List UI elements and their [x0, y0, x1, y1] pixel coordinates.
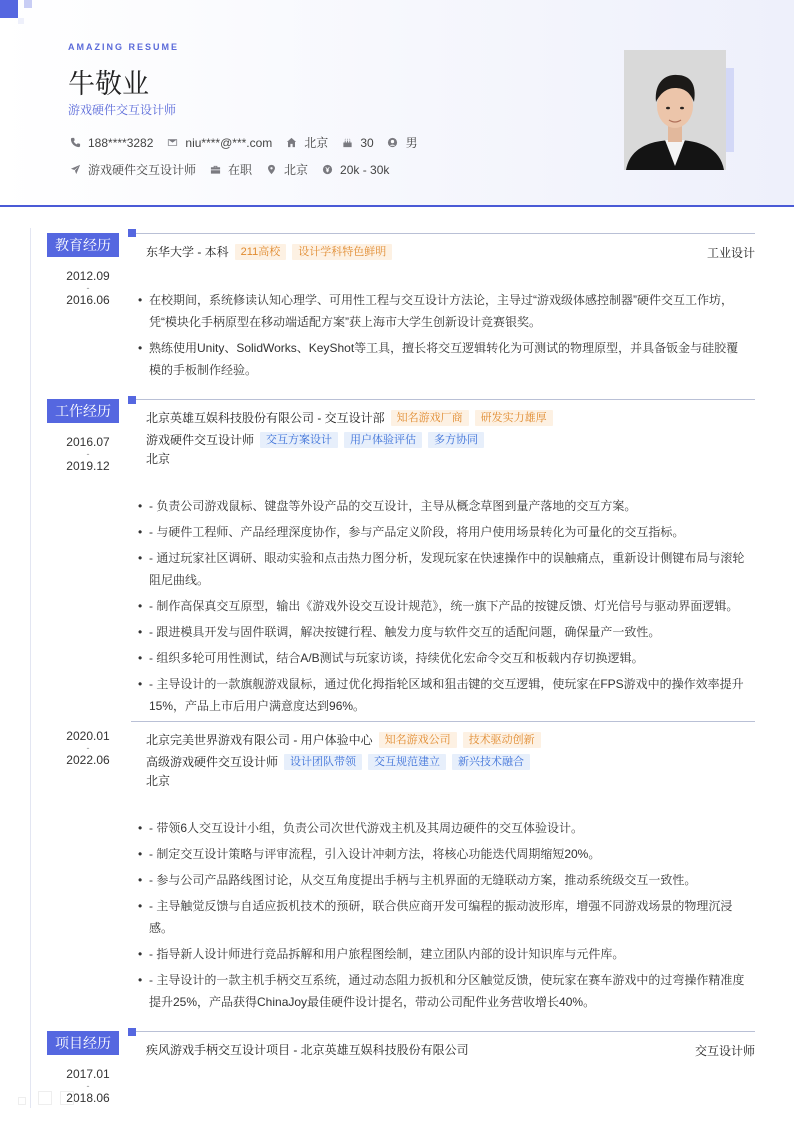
- school-tag: 设计学科特色鲜明: [292, 244, 392, 260]
- job-dates: 2016.07 - 2019.12: [58, 436, 118, 472]
- education-dates: 2012.09 - 2016.06: [58, 270, 118, 306]
- section-rule: [136, 399, 755, 400]
- job-heading: [146, 409, 553, 426]
- salary-text: 20k - 30k: [340, 162, 390, 177]
- candidate-title: 游戏硬件交互设计师: [68, 103, 177, 117]
- intent-position-text: 游戏硬件交互设计师: [88, 163, 197, 177]
- tagline: AMAZING RESUME: [68, 42, 179, 52]
- send-icon: [68, 163, 82, 177]
- location-icon: [264, 163, 278, 177]
- job-end: 2022.06: [66, 753, 110, 767]
- phone-icon: [68, 136, 82, 150]
- home-text: 北京: [304, 136, 329, 150]
- job-role-line: [146, 431, 484, 448]
- phone-item: [68, 136, 153, 150]
- company-line: 北京完美世界游戏有限公司 - 用户体验中心: [146, 733, 373, 747]
- list-item: • - 带领6人交互设计小组，负责公司次世代游戏主机及其周边硬件的交互体验设计。: [138, 817, 748, 839]
- candidate-name: 牛敬业: [68, 69, 149, 99]
- decor-square: [18, 18, 24, 24]
- role-tag: 用户体验评估: [344, 432, 422, 448]
- project-dates: 2017.01 - 2018.06: [58, 1068, 118, 1104]
- resume-header: [0, 0, 794, 207]
- salary-item: [320, 163, 389, 177]
- job-start: 2020.01: [66, 729, 110, 743]
- job-intent-row: [68, 161, 401, 178]
- age-item: [340, 136, 373, 150]
- company-tag: 知名游戏厂商: [391, 410, 469, 426]
- decor-square: [24, 0, 32, 8]
- decor-square: [38, 1091, 52, 1105]
- project-end: 2018.06: [66, 1091, 110, 1105]
- job-role-line: [146, 753, 530, 770]
- home-item: [284, 134, 328, 151]
- section-title-projects: 项目经历: [47, 1031, 119, 1055]
- intent-city-text: 北京: [284, 163, 309, 177]
- list-item: • - 组织多轮可用性测试，结合A/B测试与玩家访谈，持续优化宏命令交互和板载内存切换逻辑。: [138, 647, 748, 669]
- job-end: 2019.12: [66, 459, 110, 473]
- gender-text: 男: [405, 136, 418, 150]
- email-text: niu****@***.com: [185, 135, 273, 150]
- list-item: • - 主导触觉反馈与自适应扳机技术的预研，联合供应商开发可编程的振动波形库，增强不同游戏场景的物理沉浸感。: [138, 895, 748, 939]
- education-heading: [146, 243, 392, 260]
- briefcase-icon: [208, 163, 222, 177]
- list-item: • 熟练使用Unity、SolidWorks、KeyShot等工具，擅长将交互逻辑转化为可测试的物理原型，并具备钣金与硅胶覆模的手板制作经验。: [138, 337, 748, 381]
- job-role: 高级游戏硬件交互设计师: [146, 755, 279, 769]
- entry-divider: [131, 721, 755, 722]
- company-line: 北京英雄互娱科技股份有限公司 - 交互设计部: [146, 411, 385, 425]
- education-bullets: [138, 289, 748, 385]
- role-tag: 交互方案设计: [260, 432, 338, 448]
- list-item: • - 制作高保真交互原型，输出《游戏外设交互设计规范》，统一旗下产品的按键反馈、灯光信号与驱动界面逻辑。: [138, 595, 748, 617]
- role-tag: 交互规范建立: [368, 754, 446, 770]
- intent-position-item: [68, 161, 196, 178]
- job-location: 北京: [146, 774, 171, 788]
- decor-square: [60, 1091, 74, 1105]
- school-tag: 211高校: [235, 244, 287, 260]
- list-item: • - 负责公司游戏鼠标、键盘等外设产品的交互设计，主导从概念草图到量产落地的交互方案。: [138, 495, 748, 517]
- email-item: [165, 136, 272, 150]
- school-line: 东华大学 - 本科: [146, 245, 229, 259]
- contact-row: [68, 134, 430, 151]
- list-item: • - 主导设计的一款旗舰游戏鼠标，通过优化拇指轮区域和狙击键的交互逻辑，使玩家在FPS游戏中的操作效率提升15%，产品上市后用户满意度达到96%。: [138, 673, 748, 717]
- home-icon: [284, 136, 298, 150]
- section-rule: [136, 233, 755, 234]
- job-heading: [146, 731, 541, 748]
- list-item: • - 跟进模具开发与固件联调，解决按键行程、触发力度与软件交互的适配问题，确保量产一致性。: [138, 621, 748, 643]
- job-bullets: [138, 817, 748, 1017]
- job-bullets: [138, 495, 748, 721]
- phone-text: 188****3282: [88, 135, 154, 150]
- section-title-work: 工作经历: [47, 399, 119, 423]
- profile-photo: [624, 50, 726, 170]
- project-heading: [146, 1041, 469, 1058]
- project-line: 疾风游戏手柄交互设计项目 - 北京英雄互娱科技股份有限公司: [146, 1043, 469, 1057]
- decor-square: [18, 1097, 26, 1105]
- company-tag: 知名游戏公司: [379, 732, 457, 748]
- section-rule: [136, 1031, 755, 1032]
- job-role: 游戏硬件交互设计师: [146, 433, 255, 447]
- list-item: • 在校期间，系统修读认知心理学、可用性工程与交互设计方法论，主导过“游戏级体感控制器”硬件交互工作坊，凭“模块化手柄原型在移动端适配方案”获上海市大学生创新设计竞赛银奖。: [138, 289, 748, 333]
- cake-icon: [340, 136, 354, 150]
- list-item: • - 制定交互设计策略与评审流程，引入设计冲刺方法，将核心功能迭代周期缩短20%。: [138, 843, 748, 865]
- status-text: 在职: [228, 163, 253, 177]
- list-item: • - 与硬件工程师、产品经理深度协作，参与产品定义阶段，将用户使用场景转化为可量化的交互指标。: [138, 521, 748, 543]
- list-item: • - 参与公司产品路线图讨论，从交互角度提出手柄与主机界面的无缝联动方案，推动系统级交互一致性。: [138, 869, 748, 891]
- section-marker: [128, 396, 136, 404]
- decor-square: [0, 0, 18, 18]
- job-location: 北京: [146, 452, 171, 466]
- gender-item: [386, 134, 418, 151]
- role-tag: 新兴技术融合: [452, 754, 530, 770]
- education-start: 2012.09: [66, 269, 110, 283]
- list-item: • - 主导设计的一款主机手柄交互系统，通过动态阻力扳机和分区触觉反馈，使玩家在赛车游戏中的过弯操作精准度提升25%，产品获得ChinaJoy最佳硬件设计提名，带动公司配件业务营收增长40%。: [138, 969, 748, 1013]
- role-tag: 设计团队带领: [284, 754, 362, 770]
- company-tag: 研发实力雄厚: [475, 410, 553, 426]
- company-tag: 技术驱动创新: [463, 732, 541, 748]
- age-text: 30: [360, 135, 374, 150]
- project-start: 2017.01: [66, 1067, 110, 1081]
- major: 工业设计: [706, 246, 755, 260]
- project-role: 交互设计师: [694, 1044, 755, 1058]
- timeline-line: [30, 228, 31, 1108]
- education-end: 2016.06: [66, 293, 110, 307]
- job-start: 2016.07: [66, 435, 110, 449]
- intent-city-item: [264, 161, 308, 178]
- job-dates: 2020.01 - 2022.06: [58, 730, 118, 766]
- section-marker: [128, 229, 136, 237]
- section-marker: [128, 1028, 136, 1036]
- mail-icon: [165, 136, 179, 150]
- section-title-education: 教育经历: [47, 233, 119, 257]
- list-item: • - 指导新人设计师进行竞品拆解和用户旅程图绘制，建立团队内部的设计知识库与元件库。: [138, 943, 748, 965]
- status-item: [208, 161, 252, 178]
- role-tag: 多方协同: [428, 432, 484, 448]
- salary-icon: [320, 163, 334, 177]
- list-item: • - 通过玩家社区调研、眼动实验和点击热力图分析，发现玩家在快速操作中的误触痛点，重新设计侧键布局与滚轮阻尼曲线。: [138, 547, 748, 591]
- gender-icon: [386, 136, 400, 150]
